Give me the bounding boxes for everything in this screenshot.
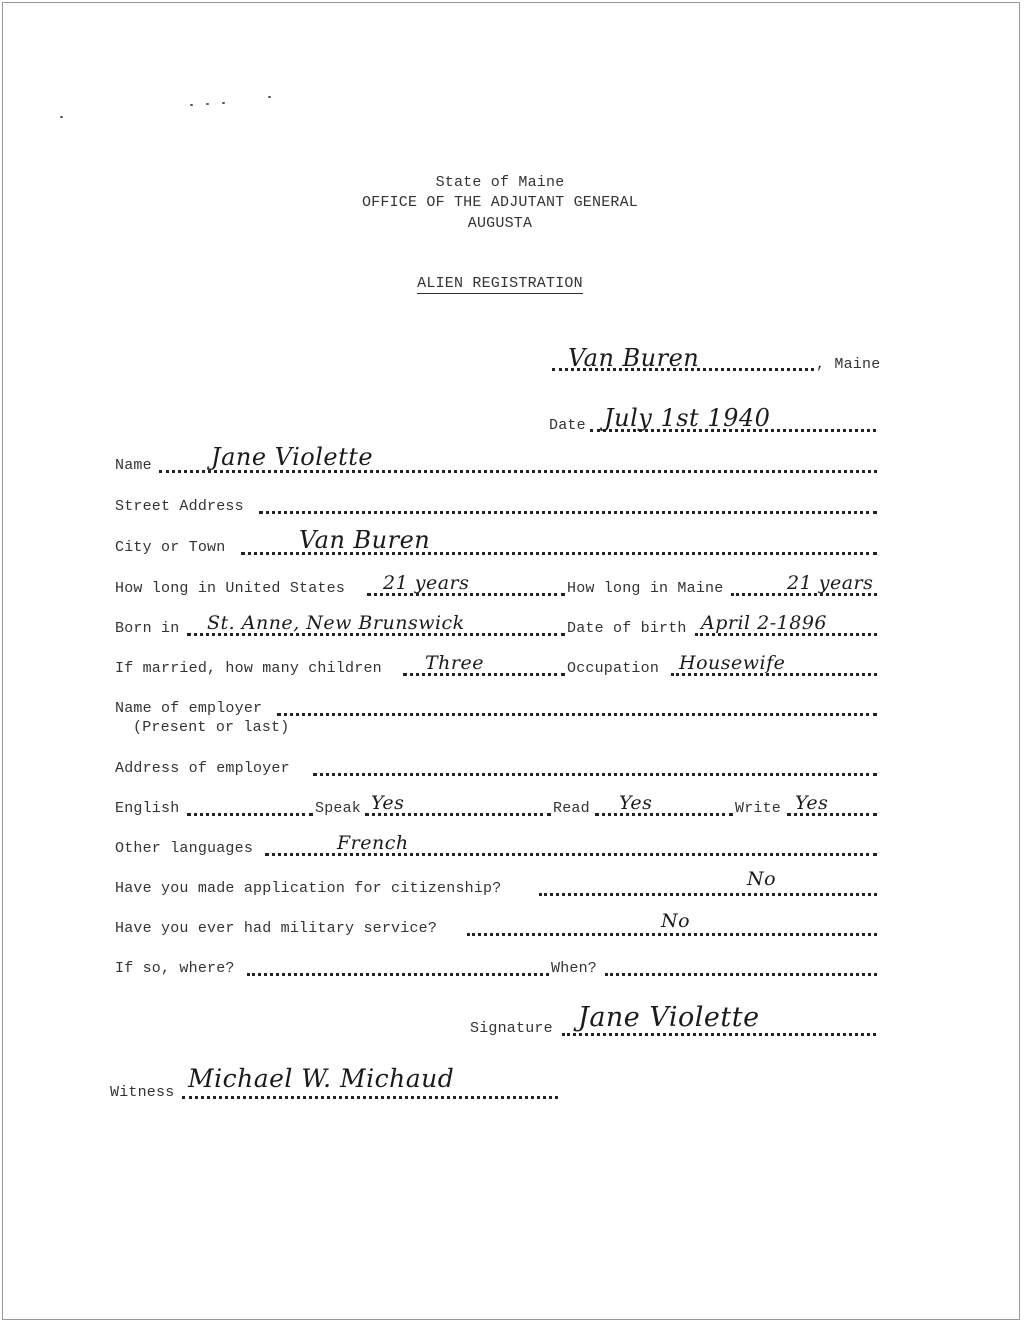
english-dots	[187, 813, 313, 816]
born-in-value: St. Anne, New Brunswick	[207, 612, 465, 634]
english-row	[115, 792, 877, 822]
street-row	[115, 498, 877, 520]
citizenship-row	[115, 868, 877, 902]
employer-label: Name of employer	[115, 700, 263, 717]
form-title: ALIEN REGISTRATION	[417, 275, 583, 292]
employer-dots	[277, 713, 877, 716]
write-value: Yes	[795, 792, 829, 814]
witness-value: Michael W. Michaud	[188, 1064, 455, 1093]
citizenship-value: No	[747, 868, 777, 890]
military-label: Have you ever had military service?	[115, 920, 438, 937]
how-long-us-value: 21 years	[383, 572, 470, 594]
employer-address-dots	[313, 773, 877, 776]
speak-value: Yes	[371, 792, 405, 814]
date-label: Date	[549, 417, 586, 434]
city-label: City or Town	[115, 539, 226, 556]
city-value: Van Buren	[299, 526, 431, 554]
name-value: Jane Violette	[211, 443, 374, 471]
how-long-maine-label: How long in Maine	[567, 580, 724, 597]
header-city: AUGUSTA	[467, 215, 533, 232]
how-long-us-label: How long in United States	[115, 580, 346, 597]
born-row	[115, 612, 877, 642]
military-dots	[467, 933, 877, 936]
employer-address-row	[115, 760, 877, 782]
employer-sublabel: (Present or last)	[133, 719, 290, 736]
other-languages-value: French	[337, 832, 409, 854]
street-label: Street Address	[115, 498, 244, 515]
children-value: Three	[425, 652, 484, 674]
military-value: No	[661, 910, 691, 932]
other-languages-label: Other languages	[115, 840, 254, 857]
english-label: English	[115, 800, 180, 817]
citizenship-dots	[539, 893, 877, 896]
name-row	[115, 443, 877, 479]
place-value: Van Buren	[568, 344, 700, 372]
place-suffix: , Maine	[816, 356, 881, 373]
header-state: State of Maine	[435, 174, 565, 191]
children-label: If married, how many children	[115, 660, 382, 677]
dob-label: Date of birth	[567, 620, 687, 637]
occupation-label: Occupation	[567, 660, 660, 677]
where-dots	[247, 973, 549, 976]
speak-label: Speak	[315, 800, 362, 817]
born-in-label: Born in	[115, 620, 180, 637]
witness-dots	[182, 1096, 558, 1099]
read-label: Read	[553, 800, 590, 817]
citizenship-label: Have you made application for citizenship?	[115, 880, 502, 897]
read-dots	[595, 813, 733, 816]
children-row	[115, 652, 877, 682]
city-row	[115, 526, 877, 561]
where-label: If so, where?	[115, 960, 235, 977]
how-long-maine-value: 21 years	[787, 572, 874, 594]
name-label: Name	[115, 457, 152, 474]
street-dots	[259, 511, 877, 514]
signature-value: Jane Violette	[578, 1002, 760, 1033]
military-row	[115, 910, 877, 942]
witness-label: Witness	[110, 1084, 175, 1101]
read-value: Yes	[619, 792, 653, 814]
form-title-wrap	[0, 275, 1000, 292]
employer-row	[115, 700, 877, 736]
header-office: OFFICE OF THE ADJUTANT GENERAL	[361, 194, 639, 211]
when-dots	[605, 973, 877, 976]
signature-label: Signature	[470, 1020, 553, 1037]
date-value: July 1st 1940	[604, 404, 771, 432]
employer-address-label: Address of employer	[115, 760, 290, 777]
other-languages-row	[115, 832, 877, 862]
occupation-value: Housewife	[679, 652, 786, 674]
dob-value: April 2-1896	[701, 612, 828, 634]
write-label: Write	[735, 800, 782, 817]
where-row	[115, 960, 877, 982]
when-label: When?	[551, 960, 598, 977]
signature-dots	[562, 1033, 876, 1036]
how-long-row	[115, 572, 877, 602]
